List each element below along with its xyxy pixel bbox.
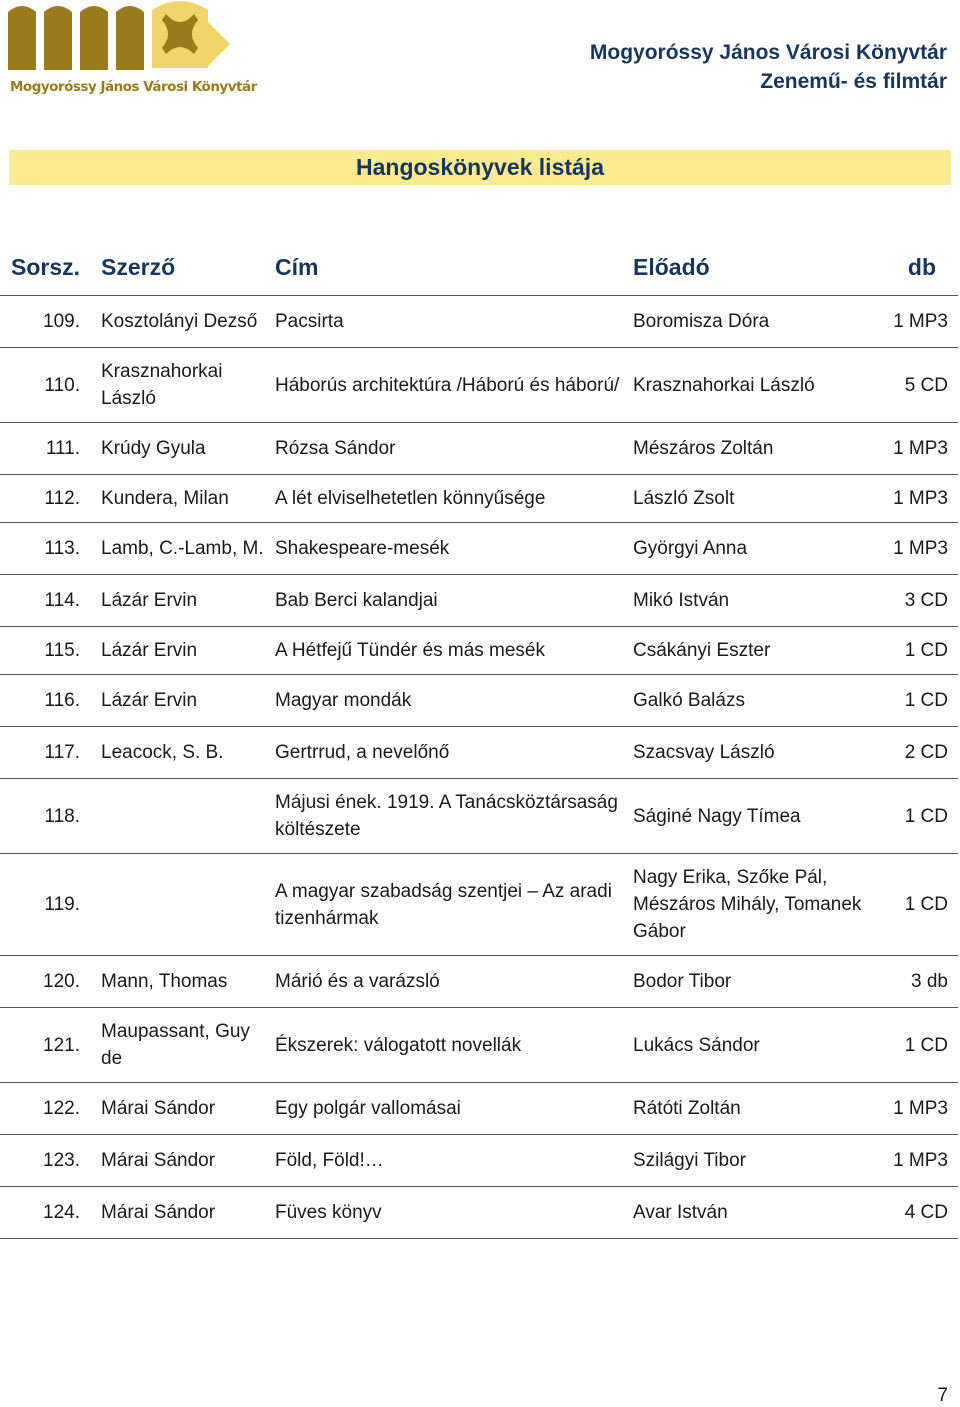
table-row bbox=[0, 727, 958, 779]
row-performer: Lukács Sándor bbox=[627, 1008, 880, 1083]
table-row bbox=[0, 956, 958, 1008]
row-number: 118. bbox=[0, 779, 95, 854]
row-count: 3 CD bbox=[880, 575, 958, 627]
table-row bbox=[0, 475, 958, 523]
row-count: 5 CD bbox=[880, 348, 958, 423]
row-number: 113. bbox=[0, 523, 95, 575]
row-author: Mann, Thomas bbox=[95, 956, 269, 1008]
row-author: Kosztolányi Dezső bbox=[95, 296, 269, 348]
row-performer: Mészáros Zoltán bbox=[627, 423, 880, 475]
row-count: 1 CD bbox=[880, 675, 958, 727]
row-performer: Galkó Balázs bbox=[627, 675, 880, 727]
document-title: Hangoskönyvek listája bbox=[9, 150, 951, 185]
row-number: 122. bbox=[0, 1083, 95, 1135]
table-row bbox=[0, 1135, 958, 1187]
row-performer: Bodor Tibor bbox=[627, 956, 880, 1008]
row-title: Bab Berci kalandjai bbox=[269, 575, 627, 627]
books-logo-icon bbox=[8, 0, 233, 80]
table-row bbox=[0, 627, 958, 675]
row-author: Lázár Ervin bbox=[95, 627, 269, 675]
row-title: Egy polgár vallomásai bbox=[269, 1083, 627, 1135]
row-author: Maupassant, Guy de bbox=[95, 1008, 269, 1083]
row-number: 116. bbox=[0, 675, 95, 727]
row-title: Pacsirta bbox=[269, 296, 627, 348]
table-row bbox=[0, 523, 958, 575]
table-row bbox=[0, 575, 958, 627]
row-number: 115. bbox=[0, 627, 95, 675]
row-performer: Csákányi Eszter bbox=[627, 627, 880, 675]
row-performer: Krasznahorkai László bbox=[627, 348, 880, 423]
row-count: 4 CD bbox=[880, 1187, 958, 1239]
row-number: 121. bbox=[0, 1008, 95, 1083]
library-logo bbox=[8, 0, 257, 102]
row-performer: Avar István bbox=[627, 1187, 880, 1239]
row-performer: Nagy Erika, Szőke Pál, Mészáros Mihály, Tomanek Gábor bbox=[627, 854, 880, 956]
column-header-title: Cím bbox=[269, 240, 627, 296]
row-author: Lázár Ervin bbox=[95, 575, 269, 627]
table-row bbox=[0, 1187, 958, 1239]
row-count: 1 MP3 bbox=[880, 1135, 958, 1187]
table-row bbox=[0, 296, 958, 348]
logo-text: Mogyoróssy János Városi Könyvtár bbox=[10, 79, 257, 95]
table-row bbox=[0, 779, 958, 854]
row-number: 114. bbox=[0, 575, 95, 627]
row-count: 1 CD bbox=[880, 854, 958, 956]
row-count: 2 CD bbox=[880, 727, 958, 779]
row-author: Márai Sándor bbox=[95, 1135, 269, 1187]
row-count: 1 CD bbox=[880, 779, 958, 854]
table-row bbox=[0, 675, 958, 727]
row-title: Gertrrud, a nevelőnő bbox=[269, 727, 627, 779]
row-author: Lázár Ervin bbox=[95, 675, 269, 727]
row-performer: Boromisza Dóra bbox=[627, 296, 880, 348]
row-performer: Ságiné Nagy Tímea bbox=[627, 779, 880, 854]
table-row bbox=[0, 423, 958, 475]
row-count: 1 MP3 bbox=[880, 423, 958, 475]
row-author: Leacock, S. B. bbox=[95, 727, 269, 779]
row-title: A Hétfejű Tündér és más mesék bbox=[269, 627, 627, 675]
row-number: 109. bbox=[0, 296, 95, 348]
row-title: Magyar mondák bbox=[269, 675, 627, 727]
row-count: 1 MP3 bbox=[880, 523, 958, 575]
row-count: 1 CD bbox=[880, 627, 958, 675]
page-number: 7 bbox=[937, 1385, 948, 1406]
table-row bbox=[0, 854, 958, 956]
row-title: Májusi ének. 1919. A Tanácsköztársaság költészete bbox=[269, 779, 627, 854]
library-name: Mogyoróssy János Városi Könyvtár bbox=[589, 41, 947, 64]
row-count: 1 MP3 bbox=[880, 296, 958, 348]
row-author: Márai Sándor bbox=[95, 1187, 269, 1239]
row-count: 1 MP3 bbox=[880, 475, 958, 523]
row-number: 112. bbox=[0, 475, 95, 523]
audiobook-table bbox=[0, 240, 958, 1239]
row-performer: Mikó István bbox=[627, 575, 880, 627]
row-count: 1 CD bbox=[880, 1008, 958, 1083]
row-title: Rózsa Sándor bbox=[269, 423, 627, 475]
department-name: Zenemű- és filmtár bbox=[760, 70, 947, 93]
row-number: 120. bbox=[0, 956, 95, 1008]
row-author: Lamb, C.-Lamb, M. bbox=[95, 523, 269, 575]
row-number: 124. bbox=[0, 1187, 95, 1239]
row-number: 111. bbox=[0, 423, 95, 475]
row-title: A magyar szabadság szentjei – Az aradi tizenhármak bbox=[269, 854, 627, 956]
table-header-row bbox=[0, 240, 958, 296]
row-title: Shakespeare-mesék bbox=[269, 523, 627, 575]
row-number: 119. bbox=[0, 854, 95, 956]
row-performer: László Zsolt bbox=[627, 475, 880, 523]
row-number: 123. bbox=[0, 1135, 95, 1187]
table-row bbox=[0, 1083, 958, 1135]
row-performer: Rátóti Zoltán bbox=[627, 1083, 880, 1135]
row-count: 1 MP3 bbox=[880, 1083, 958, 1135]
row-title: Ékszerek: válogatott novellák bbox=[269, 1008, 627, 1083]
row-author bbox=[95, 779, 269, 854]
row-title: A lét elviselhetetlen könnyűsége bbox=[269, 475, 627, 523]
column-header-count: db bbox=[880, 240, 958, 296]
column-header-number: Sorsz. bbox=[0, 240, 95, 296]
table-row bbox=[0, 348, 958, 423]
row-author bbox=[95, 854, 269, 956]
row-author: Krasznahorkai László bbox=[95, 348, 269, 423]
row-title: Füves könyv bbox=[269, 1187, 627, 1239]
row-performer: Szilágyi Tibor bbox=[627, 1135, 880, 1187]
row-author: Krúdy Gyula bbox=[95, 423, 269, 475]
row-author: Kundera, Milan bbox=[95, 475, 269, 523]
row-author: Márai Sándor bbox=[95, 1083, 269, 1135]
library-header bbox=[590, 38, 947, 96]
row-title: Föld, Föld!… bbox=[269, 1135, 627, 1187]
row-number: 110. bbox=[0, 348, 95, 423]
row-performer: Györgyi Anna bbox=[627, 523, 880, 575]
row-performer: Szacsvay László bbox=[627, 727, 880, 779]
row-count: 3 db bbox=[880, 956, 958, 1008]
column-header-performer: Előadó bbox=[627, 240, 880, 296]
row-title: Márió és a varázsló bbox=[269, 956, 627, 1008]
row-number: 117. bbox=[0, 727, 95, 779]
column-header-author: Szerző bbox=[95, 240, 269, 296]
table-row bbox=[0, 1008, 958, 1083]
row-title: Háborús architektúra /Háború és háború/ bbox=[269, 348, 627, 423]
